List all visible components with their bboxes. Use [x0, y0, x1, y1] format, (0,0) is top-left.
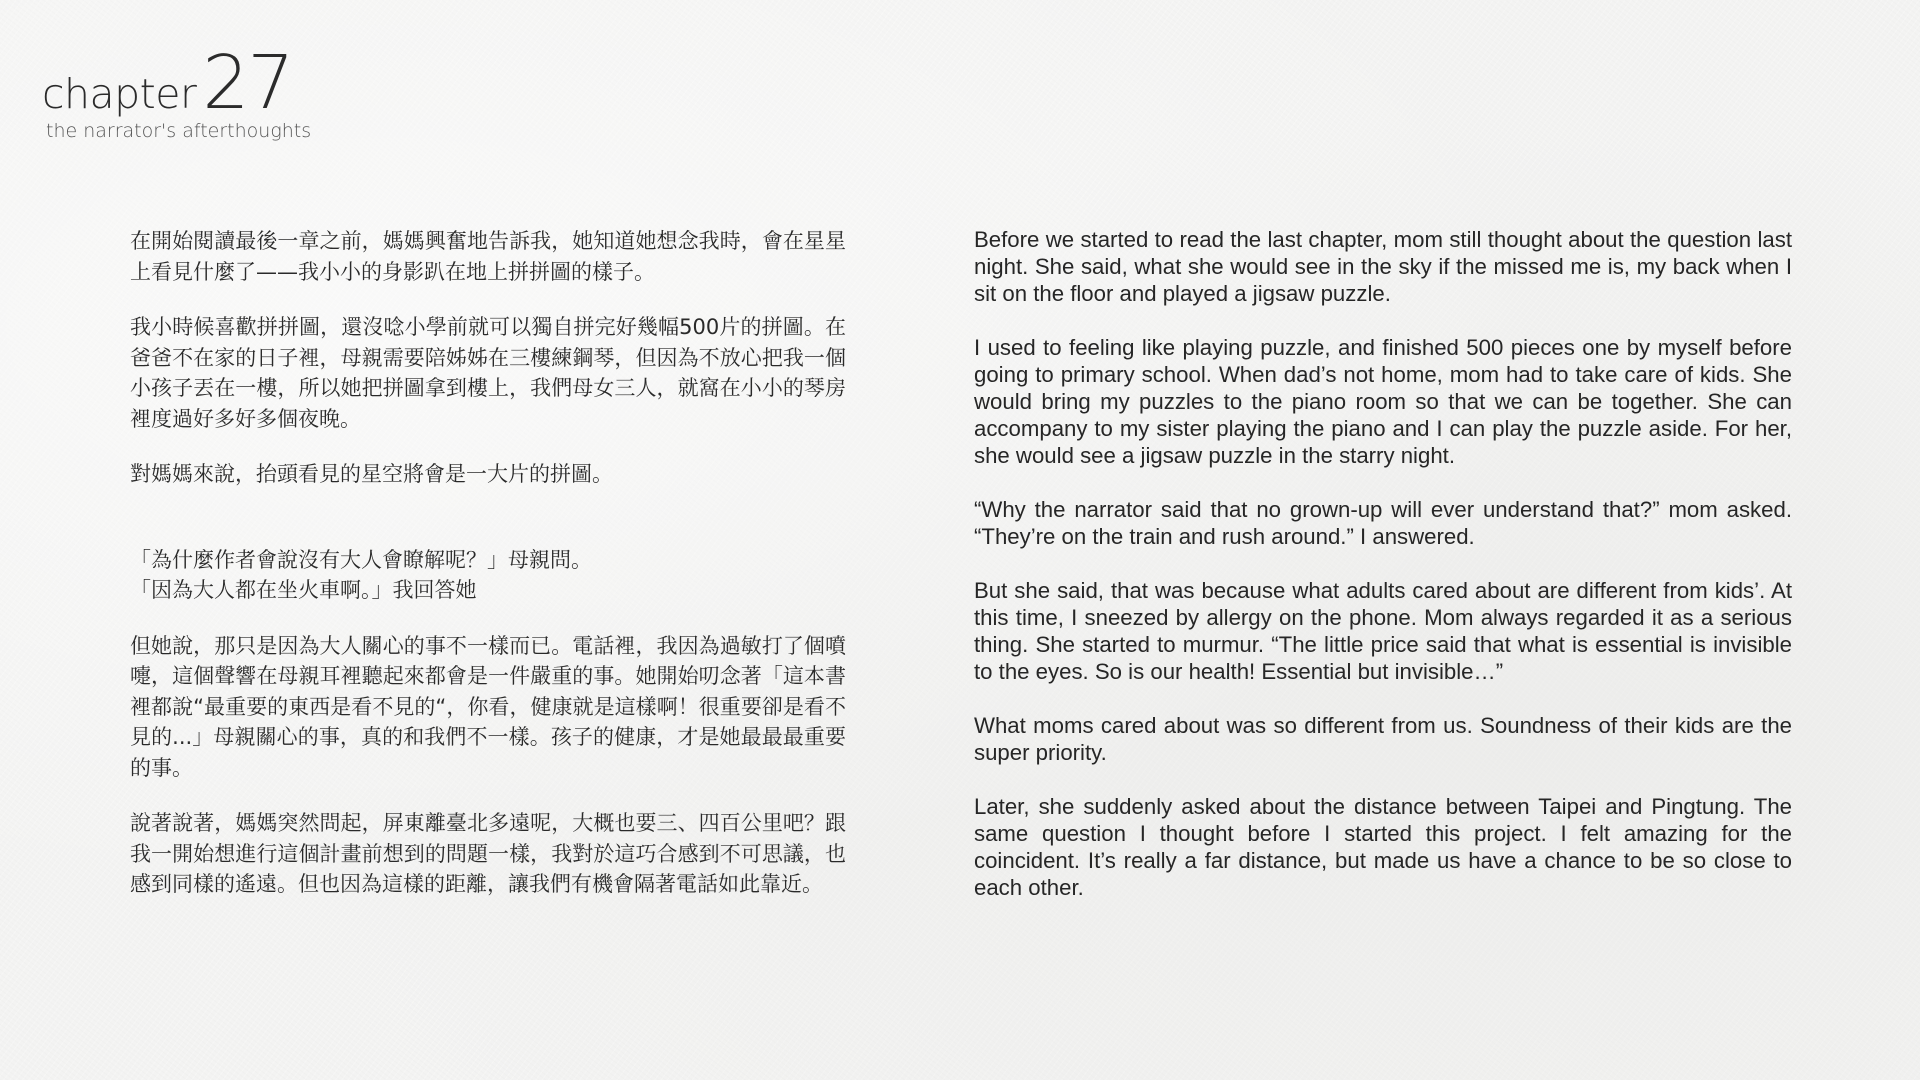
- english-paragraph-3: “Why the narrator said that no grown-up will ever understand that?” mom asked. “They’re on the train and rush around.” I answered.: [974, 497, 1792, 549]
- chinese-text-column: [130, 226, 846, 925]
- chapter-number: 27: [202, 40, 293, 126]
- english-text-column: [974, 226, 1792, 928]
- chinese-dialogue-answer: 「因為大人都在坐火車啊。」我回答她: [130, 578, 477, 602]
- chinese-paragraph-1: 在開始閱讀最後一章之前，媽媽興奮地告訴我，她知道她想念我時，會在星星上看見什麼了——我小小的身影趴在地上拼拼圖的樣子。: [130, 229, 846, 284]
- chinese-paragraph-3: 對媽媽來說，抬頭看見的星空將會是一大片的拼圖。: [130, 462, 613, 486]
- chinese-paragraph-2: 我小時候喜歡拼拼圖，還沒唸小學前就可以獨自拼完好幾幅500片的拼圖。在爸爸不在家的日子裡，母親需要陪姊姊在三樓練鋼琴，但因為不放心把我一個小孩子丟在一樓，所以她把拼圖拿到樓上，我們母女三人，就窩在小小的琴房裡度過好多好多個夜晚。: [130, 315, 846, 431]
- chinese-dialogue-question: 「為什麼作者會說沒有大人會瞭解呢？」母親問。: [130, 547, 592, 572]
- chapter-subtitle: the narrator's afterthoughts: [46, 120, 312, 142]
- english-paragraph-2: I used to feeling like playing puzzle, and finished 500 pieces one by myself before going to primary school. When dad’s not home, mom had to take care of kids. She would bring my puzzles to the piano room so that we can be together. She can accompany to my sister playing the piano and I can play the puzzle aside. For her, she would see a jigsaw puzzle in the starry night.: [974, 335, 1792, 468]
- english-paragraph-4: But she said, that was because what adults cared about are different from kids’. At this time, I sneezed by allergy on the phone. Mom always regarded it as a serious thing. She started to murmur. “The little price said that what is essential is invisible to the eyes. So is our health! Essential but invisible…”: [974, 578, 1792, 684]
- chinese-paragraph-4: 但她說，那只是因為大人關心的事不一樣而已。電話裡，我因為過敏打了個噴嚏，這個聲響在母親耳裡聽起來都會是一件嚴重的事。她開始叨念著「這本書裡都說“最重要的東西是看不見的“，你看，健康就是這樣啊！很重要卻是看不見的...」母親關心的事，真的和我們不一樣。孩子的健康，才是她最最最重要的事。: [130, 633, 846, 780]
- english-paragraph-1: Before we started to read the last chapter, mom still thought about the question last night. She said, what she would see in the sky if the missed me is, my back when I sit on the floor and played a jigsaw puzzle.: [974, 227, 1792, 306]
- english-paragraph-5: What moms cared about was so different from us. Soundness of their kids are the super priority.: [974, 713, 1792, 765]
- english-paragraph-6: Later, she suddenly asked about the distance between Taipei and Pingtung. The same question I thought before I started this project. I felt amazing for the coincident. It’s really a far distance, but made us have a chance to be so close to each other.: [974, 794, 1792, 900]
- chapter-header: [42, 40, 311, 142]
- chapter-title: [42, 40, 311, 126]
- chapter-word: chapter: [42, 70, 197, 118]
- chinese-paragraph-5: 說著說著，媽媽突然問起，屏東離臺北多遠呢，大概也要三、四百公里吧？跟我一開始想進行這個計畫前想到的問題一樣，我對於這巧合感到不可思議，也感到同樣的遙遠。但也因為這樣的距離，讓我們有機會隔著電話如此靠近。: [130, 811, 846, 896]
